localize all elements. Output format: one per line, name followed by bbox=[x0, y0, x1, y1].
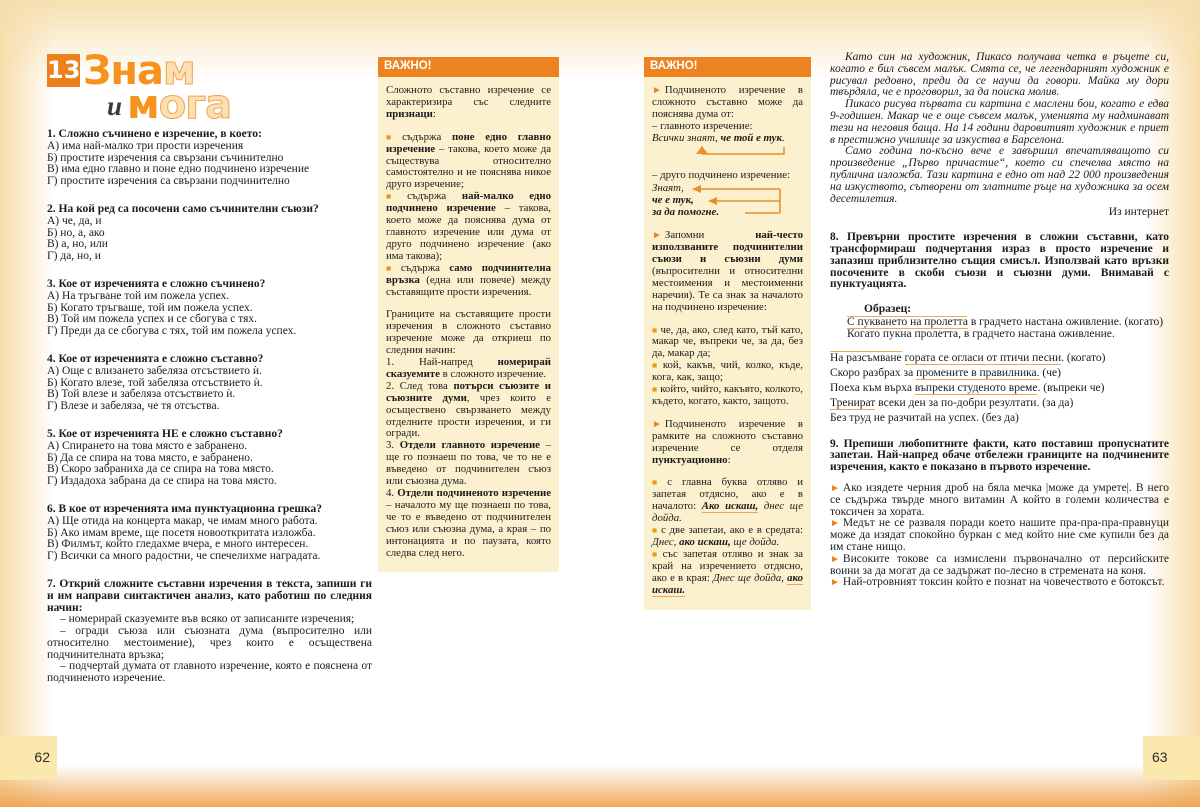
exercise-title: 4. Кое от изреченията е сложно съставно? bbox=[47, 352, 264, 365]
nested-clause-diagram bbox=[652, 183, 803, 219]
reading-paragraph: Като син на художник, Пикасо получава четка в ръцете си, когато е бил съвсем малък. Смята се, че легендарният художник е рисувал редовно, преди да се научи да говори. Майка му дори твърдяла, че е проговорил, за да поиска молив. bbox=[830, 51, 1169, 99]
punctuation-list bbox=[652, 477, 803, 596]
model-answer: Когато пукна пролетта, в градчето настана оживление. bbox=[847, 327, 1115, 340]
exercise-option: А) има най-малко три прости изречения bbox=[47, 139, 244, 152]
exercise-option: В) Филмът, който гледахме вчера, е много интересен. bbox=[47, 538, 309, 551]
feature-item bbox=[386, 263, 551, 299]
page-number-left: 62 bbox=[0, 736, 57, 780]
exercise-option: Б) но, а, ако bbox=[47, 226, 105, 239]
logo-text-znam-pale: м bbox=[163, 48, 195, 94]
steps-intro: Границите на съставящите прости изречения в сложното съставно изречение може да откриеш по следния начин: bbox=[386, 308, 551, 357]
important-box-header: ВАЖНО! bbox=[644, 57, 811, 77]
exercise-option: Г) Преди да се сбогува с тях, той им пожела успех. bbox=[47, 325, 297, 338]
punctuation-rule bbox=[652, 525, 803, 549]
reading-paragraph: Пикасо рисува първата си картина с маслени бои, когато е едва 9-годишен. Макар че е още съвсем малък, уменията му надминават тези на неговия баща. На 14 години даровитият художник е приет в престижно училище за изкуства в Барселона. bbox=[830, 98, 1169, 146]
exercise-block bbox=[47, 129, 372, 188]
exercise-option: Г) да, но, и bbox=[47, 250, 101, 263]
clause-arrow-diagram bbox=[666, 146, 803, 159]
exercise-title: 3. Кое от изреченията е сложно съчинено? bbox=[47, 277, 266, 290]
conjunction-group bbox=[652, 384, 803, 408]
square-bullet-icon: ■ bbox=[386, 191, 405, 202]
step-item: 1. Най-напред номерирай сказуемите в сложното изречение. bbox=[386, 356, 551, 380]
logo-text-moga-pale: ога bbox=[158, 82, 232, 128]
feature-item bbox=[386, 191, 551, 262]
exercise-title: 6. В кое от изреченията има пунктуационна грешка? bbox=[47, 502, 323, 515]
model-label: Образец: bbox=[847, 304, 967, 317]
fact-text: Високите токове са измислени първоначално от персийските воини за да могат да се задържат по-лесно в стремената на коня. bbox=[830, 552, 1169, 577]
transform-sentence: Без труд не разчитай на успех. (без да) bbox=[830, 411, 1019, 424]
step-item: 2. След това потърси съюзите и съюзните думи, чрез които е осъществено свързването между отделните прости изречения, и ги огради. bbox=[386, 379, 551, 440]
conjunction-group bbox=[652, 360, 803, 384]
arrow-bullet-icon: ► bbox=[830, 482, 840, 494]
exercise-option: А) Още с влизането забеляза отсъствието ѝ. bbox=[47, 364, 262, 377]
important-box-body bbox=[644, 77, 811, 610]
chain-line: Знаят, bbox=[652, 182, 684, 195]
exercise-title: 2. На кой ред са посочени само съчинителни съюзи? bbox=[47, 202, 319, 215]
exercise-option: А) На тръгване той им пожела успех. bbox=[47, 289, 230, 302]
exercise-block bbox=[47, 354, 372, 413]
exercise-option: Г) Влезе и забеляза, че тя отсъства. bbox=[47, 400, 220, 413]
step-item: 4. Отдели подчиненото изречение – началото му ще познаеш по това, че то е въведено от подчинителен съюз или съюзна дума, а края – по интонацията и по паузата, която следва след него. bbox=[386, 487, 552, 559]
fact-text: Най-отровният токсин който е познат на човечеството е ботоксът. bbox=[842, 576, 1165, 589]
punctuation-rule bbox=[652, 549, 803, 597]
logo-text-moga: м bbox=[127, 82, 159, 128]
source-attribution: Из интернет bbox=[1108, 206, 1169, 219]
conjunction-text: кой, какъв, чий, колко, къде, кога, как, защо; bbox=[652, 359, 803, 384]
exercise-option: А) Спирането на това място е забранено. bbox=[47, 439, 248, 452]
exercise-title: 7. Открий сложните съставни изречения в текста, запиши ги и им направи синтактичен анализ, като работиш по следния начин: bbox=[47, 577, 372, 614]
model-sentence: С пукването на пролетта в градчето настана оживление. (когато) bbox=[847, 315, 1164, 328]
reading-text bbox=[830, 52, 1169, 219]
exercise-option: В) Скоро забраниха да се спира на това място. bbox=[47, 463, 274, 476]
remember-note bbox=[652, 230, 803, 313]
exercise-option: В) Той им пожела успех и се сбогува с тях. bbox=[47, 313, 258, 326]
exercise-step: – номерирай сказуемите във всяко от записаните изречения; bbox=[60, 613, 355, 626]
exercise-option: Г) Издадоха забрана да се спира на това място. bbox=[47, 475, 277, 488]
feature-text: съдържа само подчинителна връзка (една или повече) между съставящите прости изречения. bbox=[386, 261, 551, 298]
conjunction-group bbox=[652, 325, 803, 361]
arrow-bullet-icon: ► bbox=[652, 230, 662, 242]
exercise-option: А) че, да, и bbox=[47, 214, 102, 227]
exercise-option: Б) Когато тръгваше, той им пожела успех. bbox=[47, 301, 253, 314]
exercise-block bbox=[47, 504, 372, 563]
lesson-number-badge: 13 bbox=[47, 54, 80, 87]
conjunction-list bbox=[652, 325, 803, 408]
arrow-bullet-icon: ► bbox=[652, 85, 662, 96]
square-bullet-icon: ■ bbox=[652, 548, 660, 559]
sub-clause-label: – друго подчинено изречение: bbox=[652, 168, 791, 181]
punctuation-rule-text: с две запетаи, ако е в средата: Днес, ако искаш, ще дойда. bbox=[652, 524, 803, 548]
arrow-bullet-icon: ► bbox=[830, 577, 840, 589]
important-box-header: ВАЖНО! bbox=[378, 57, 559, 77]
punctuation-rule bbox=[652, 477, 803, 525]
main-clause-label: – главното изречение: bbox=[652, 119, 753, 132]
square-bullet-icon: ■ bbox=[652, 525, 659, 536]
example-sentence: Всички знаят, че той е тук. bbox=[652, 131, 785, 144]
fact-text: Ако изядете черния дроб на бяла мечка |може да умрете|. В него се съдържа твърде много витамин А който в големи количества е токсичен за хората. bbox=[830, 481, 1169, 518]
fact-item bbox=[830, 518, 1169, 553]
important-box-right bbox=[644, 57, 811, 610]
exercise-option: Г) Всички са много радостни, че спечелихме наградата. bbox=[47, 550, 321, 563]
important-box-body bbox=[378, 77, 559, 572]
logo-text-znam: Зна bbox=[83, 48, 164, 94]
exercise-block bbox=[47, 204, 372, 263]
square-bullet-icon: ■ bbox=[386, 131, 400, 142]
punctuation-rule-text: със запетая отляво и знак за край на изречението отдясно, ако е в края: Днес ще дойда, ако искаш. bbox=[652, 547, 804, 596]
transform-sentence: Скоро разбрах за промените в правилника. (че) bbox=[830, 366, 1061, 379]
arrow-bullet-icon: ► bbox=[652, 418, 662, 430]
exercise-option: В) а, но, или bbox=[47, 238, 108, 251]
model-example bbox=[830, 304, 1169, 340]
intro-text: Подчиненото изречение в сложното съставно може да пояснява дума от: bbox=[652, 84, 803, 120]
remember-text: Запомни най-често използваните подчинителни съюзи и съюзни думи (въпросителни и относителни местоимения и местоименни наречия). Те са знак за началото на подчинено изречение: bbox=[652, 229, 803, 313]
reading-paragraph: Само година по-късно вече е завършил впечатляващото си произведение „Първо причастие“, което си спечелва място на публична изложба. Тази картина е едно от над 22 000 произведения на изкуството, сътворени от златните ръце на художника за осем десетилетия. bbox=[830, 145, 1169, 205]
square-bullet-icon: ■ bbox=[652, 324, 658, 335]
punctuation-intro bbox=[652, 419, 803, 467]
exercise-option: Б) Когато влезе, той забеляза отсъствието ѝ. bbox=[47, 376, 263, 389]
feature-text: съдържа поне едно главно изречение – такова, което може да съществува относително самостоятелно и не пояснява никое друго изречение; bbox=[386, 130, 551, 191]
important-intro: Сложното съставно изречение се характеризира със следните признаци: bbox=[386, 84, 551, 120]
fact-item bbox=[830, 577, 1169, 589]
punctuation-intro-text: Подчиненото изречение в рамките на сложното съставно изречение се отделя пунктуационно: bbox=[652, 417, 803, 466]
exercise-option: Г) простите изречения са свързани подчинително bbox=[47, 175, 290, 188]
exercise-option: Б) Да се спира на това място, е забранено. bbox=[47, 451, 253, 464]
exercise-8-title: 8. Превърни простите изречения в сложни съставни, като трансформираш подчертания израз в просто изречение и запазиш приблизително същия смисъл. Използвай като връзки посочените в скоби съюзи и съюзни думи. Внимавай с пунктуацията. bbox=[830, 231, 1169, 291]
arrow-bullet-icon: ► bbox=[830, 553, 840, 565]
exercise-8-items bbox=[830, 351, 1169, 426]
important-box-left bbox=[378, 57, 559, 572]
right-text-column bbox=[830, 52, 1169, 589]
exercises-column bbox=[47, 129, 372, 701]
fact-text: Медът не се разваля поради което нашите пра-пра-пра-правнуци може да изядат спокойно буркан с мед който ние сме купили без да им стане нищо. bbox=[830, 517, 1169, 553]
chain-line: че е тук, bbox=[652, 194, 694, 207]
conjunction-text: че, да, ако, след като, тъй като, макар че, въпреки че, за да, без да, макар да; bbox=[652, 323, 803, 360]
transform-sentence: На разсъмване гората се огласи от птичи песни. (когато) bbox=[830, 351, 1106, 364]
square-bullet-icon: ■ bbox=[386, 262, 398, 273]
conjunction-text: който, чийто, какъвто, колкото, където, когато, както, защото. bbox=[652, 383, 803, 407]
exercise-9-items bbox=[830, 483, 1169, 589]
lesson-logo bbox=[47, 48, 232, 128]
feature-list bbox=[386, 132, 551, 299]
subordinate-intro bbox=[652, 85, 803, 121]
fact-item bbox=[830, 554, 1169, 578]
square-bullet-icon: ■ bbox=[652, 384, 658, 395]
exercise-step: – подчертай думата от главното изречение, която е пояснена от подчиненото изречение. bbox=[47, 660, 372, 685]
exercise-step: – огради съюза или съюзната дума (въпросително или относително местоимение), чрез които е осъществена подчинителната връзка; bbox=[47, 625, 372, 661]
exercise-option: Б) простите изречения са свързани съчинително bbox=[47, 151, 284, 164]
exercise-title: 5. Кое от изреченията НЕ е сложно съставно? bbox=[47, 427, 283, 440]
exercise-option: В) Той влезе и забеляза отсъствието ѝ. bbox=[47, 388, 236, 401]
punctuation-rule-text: с главна буква отляво и запетая отдясно, ако е в началото: Ако искаш, днес ще дойда. bbox=[652, 476, 804, 525]
step-item: 3. Отдели главното изречение – ще го познаеш по това, че то не е въведено от подчинителен съюз или съюзна дума. bbox=[386, 439, 551, 488]
exercise-block bbox=[47, 429, 372, 488]
square-bullet-icon: ■ bbox=[652, 360, 660, 371]
transform-sentence: Поеха към върха въпреки студеното време. (въпреки че) bbox=[830, 381, 1105, 394]
exercise-9-title: 9. Препиши любопитните факти, като поставиш пропуснатите запетаи. Най-напред обаче отбележи границите на подчинените изречения, както е показано в първото изречение. bbox=[830, 437, 1169, 474]
exercise-option: В) има едно главно и поне едно подчинено изречение bbox=[47, 163, 310, 176]
exercise-option: А) Ще отида на концерта макар, че имам много работа. bbox=[47, 514, 318, 527]
logo-text-i: и bbox=[107, 91, 123, 121]
square-bullet-icon: ■ bbox=[652, 477, 665, 488]
feature-item bbox=[386, 132, 551, 192]
exercise-option: Б) Ако имам време, ще посетя новооткритата изложба. bbox=[47, 526, 316, 539]
chain-line: за да помогне. bbox=[652, 206, 720, 219]
page-number-right: 63 bbox=[1143, 736, 1200, 780]
feature-text: съдържа най-малко едно подчинено изречение – такова, което може да пояснява дума от главното изречение или дума от друго подчинено изречение (ако има такова); bbox=[386, 190, 551, 262]
exercise-block bbox=[47, 279, 372, 338]
fact-item bbox=[830, 483, 1169, 518]
exercise-title: 1. Сложно съчинено е изречение, в което: bbox=[47, 128, 262, 140]
arrow-bullet-icon: ► bbox=[830, 518, 840, 530]
exercise-block bbox=[47, 579, 372, 685]
transform-sentence: Тренират всеки ден за по-добри резултати. (за да) bbox=[830, 396, 1074, 409]
